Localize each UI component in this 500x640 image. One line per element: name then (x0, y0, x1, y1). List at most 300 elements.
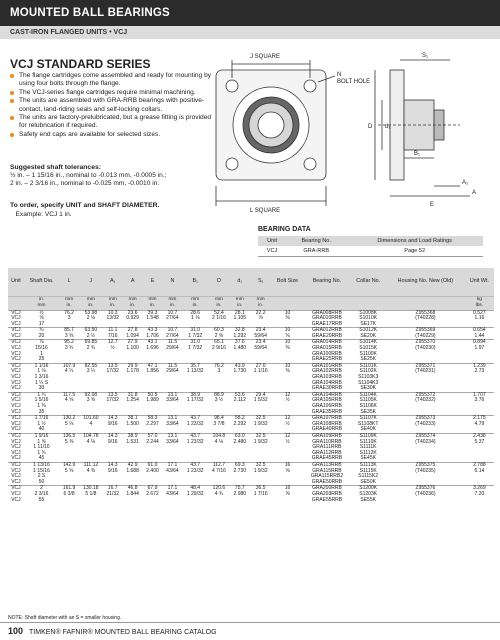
table-cell: 16 (272, 486, 304, 492)
table-cell: VCJ (11, 444, 21, 451)
column-header: S₁ (250, 268, 272, 296)
table-cell: SE40K (360, 426, 376, 433)
table-cell: VCJ (11, 426, 21, 433)
table-cell: GRAE45RRB (311, 455, 343, 462)
table-cell: VCJ (11, 385, 21, 392)
table-cell: 101.60 (79, 416, 103, 422)
table-cell: VCJ (11, 315, 21, 322)
bearing-data-col-unit: Unit (258, 236, 286, 246)
table-cell: 1 ⅝ (37, 438, 46, 445)
table-cell: 111.12 (79, 462, 103, 468)
table-cell: 4 ⅛ (86, 438, 96, 445)
table-cell: 112.7 (208, 462, 230, 468)
unit-header (162, 296, 182, 310)
footer-rule (0, 622, 500, 623)
table-cell: 17.1 (162, 462, 182, 468)
table-cell: 17/32 (106, 397, 119, 404)
table-cell: 27.8 (123, 328, 143, 334)
table-cell: 28.6 (182, 310, 208, 316)
column-header: Bearing No. (304, 268, 351, 296)
table-cell: 25 (38, 356, 45, 363)
table-cell: 2 ¾ (86, 345, 96, 352)
table-cell (123, 498, 143, 504)
table-cell: 88.9 (208, 392, 230, 398)
table-cell: 1 23/32 (186, 438, 204, 445)
table-cell: 1 23/32 (186, 467, 204, 474)
table-cell: 11.5 (162, 363, 182, 369)
bearing-data-heading: BEARING DATA (258, 226, 311, 233)
table-cell (386, 498, 465, 504)
table-cell: 7/16 (107, 332, 118, 339)
table-cell: 1.696 (146, 345, 159, 352)
table-cell: VCJ (11, 420, 21, 427)
table-cell: S1100K (359, 350, 377, 357)
table-cell: 61.0 (143, 462, 163, 468)
table-cell: GRA101RRB (304, 363, 351, 369)
table-cell: 1.688 (126, 467, 139, 474)
table-cell: Z955376 (386, 486, 465, 492)
bearing-data-col-bearing: Bearing No. (286, 236, 346, 246)
unit-mm: mm (235, 297, 244, 303)
table-cell: (T40229) (415, 332, 436, 339)
table-cell: GRA100RRB (312, 350, 342, 357)
table-cell: 104.78 (79, 433, 103, 439)
table-cell: 16 (272, 462, 304, 468)
tolerance-heading: Suggested shaft tolerances: (10, 164, 102, 171)
table-cell: S1010K (359, 315, 378, 322)
table-cell: GRA111RRB (312, 444, 342, 451)
table-cell (182, 498, 208, 504)
table-cell: 3.76 (474, 397, 485, 404)
table-cell: 69.85 (79, 340, 103, 346)
table-cell: 6 3/8 (63, 490, 75, 497)
table-cell: 7.20 (474, 490, 485, 497)
table-cell: 33/64 (166, 420, 179, 427)
table-cell: 63.50 (79, 328, 103, 334)
table-cell: GRA104RRB (312, 379, 342, 386)
table-cell: 53.6 (230, 392, 250, 398)
table-cell: SE25K (360, 356, 376, 363)
table-cell: SE20K (360, 332, 376, 339)
table-cell: 1.548 (146, 315, 159, 322)
table-cell: GRAE40RRB (311, 426, 343, 433)
table-cell: 2 ⅜ (214, 332, 224, 339)
table-cell: 1.239 (465, 363, 494, 369)
label-bolt-hole: BOLT HOLE (337, 79, 371, 85)
table-cell: 57.0 (143, 433, 163, 439)
table-cell: S1102K (359, 368, 377, 375)
table-cell: 1 9/32 (253, 438, 268, 445)
unit-header (230, 296, 250, 310)
table-cell: GRA010RRB (312, 315, 342, 322)
table-cell: 36.5 (250, 486, 272, 492)
table-cell: 76.2 (208, 363, 230, 369)
table-cell: 3.269 (465, 486, 494, 492)
table-cell: 4 ⅛ (214, 438, 224, 445)
table-cell: GRAE25RRB (311, 356, 343, 363)
table-cell: VCJ (8, 363, 24, 369)
table-cell: 2.400 (146, 467, 159, 474)
table-cell: GRA014RRB (304, 340, 351, 346)
unit-in: in. (258, 303, 264, 308)
order-example: Example: VCJ 1 in. (15, 210, 72, 218)
table-cell: 17.1 (162, 486, 182, 492)
unit-in: in. (88, 303, 94, 308)
unit-mm: mm (128, 297, 137, 303)
table-cell: 1 ⅛ (191, 315, 200, 322)
table-cell: 1 1/16 (253, 368, 268, 375)
unit-mm: mm (256, 297, 265, 303)
label-n: N (337, 72, 342, 78)
table-cell: VCJ (11, 438, 21, 445)
table-cell: S1101K (350, 363, 386, 369)
table-cell: 2 3/16 (34, 490, 49, 497)
table-cell: VCJ (11, 350, 21, 357)
table-cell: 60.3 (208, 328, 230, 334)
column-header: Unit Wt. (465, 268, 494, 296)
table-cell: GRAE20RRB (311, 332, 343, 339)
table-cell: 14.3 (103, 462, 123, 468)
label-d: D (368, 124, 373, 130)
table-cell: 31.0 (182, 340, 208, 346)
table-cell: 45 (38, 455, 45, 462)
table-cell: 29/64 (166, 345, 179, 352)
table-cell: S1111K (359, 444, 377, 451)
table-cell: VCJ (11, 403, 21, 409)
table-cell: S1106K (359, 403, 377, 409)
table-cell: 50.5 (143, 392, 163, 398)
table-cell: Z955371 (386, 363, 465, 369)
table-cell: 2.672 (146, 490, 159, 497)
unit-header (250, 296, 272, 310)
table-cell: VCJ (11, 467, 21, 474)
table-cell: (T40228) (415, 315, 436, 322)
table-cell: 6.14 (474, 467, 485, 474)
unit-header (304, 296, 351, 310)
table-cell: S1107K (350, 416, 386, 422)
table-cell: 13.5 (103, 363, 123, 369)
table-cell: Z955368 (386, 310, 465, 316)
table-cell: 13.1 (162, 433, 182, 439)
table-cell: 63.0 (230, 433, 250, 439)
table-cell: 2 ½ (86, 332, 96, 339)
table-cell: (T40234) (415, 438, 436, 445)
table-cell: 43.7 (182, 462, 208, 468)
table-cell: VCJ (11, 490, 21, 497)
table-cell: 47.1 (143, 363, 163, 369)
table-cell: S1115K (359, 467, 377, 474)
table-cell: (T40231) (415, 368, 436, 375)
table-cell: GRA103RRB (312, 374, 342, 381)
table-cell: S1110K (359, 438, 377, 445)
table-cell: 59/64 (254, 332, 267, 339)
table-cell: VCJ (11, 408, 21, 415)
table-cell: VCJ (11, 368, 21, 375)
table-cell: 1 5/32 (253, 397, 268, 404)
table-cell: 1.254 (126, 397, 139, 404)
page-header: MOUNTED BALL BEARINGS (0, 0, 500, 26)
table-cell: 2.788 (465, 462, 494, 468)
table-cell: Z955369 (386, 328, 465, 334)
table-cell: 12.7 (103, 340, 123, 346)
table-cell (103, 498, 123, 504)
table-cell: ⅜ (285, 368, 290, 375)
table-cell: 15/16 (35, 345, 48, 352)
table-cell: 1 (40, 350, 43, 357)
table-cell (465, 498, 494, 504)
table-cell: VCJ (11, 478, 21, 485)
table-cell: VCJ (11, 473, 21, 480)
footnote: NOTE: Shaft diameter with an S = smaller housing. (8, 615, 122, 621)
table-cell: GRA015RRB (312, 345, 342, 352)
table-cell: SE30K (360, 385, 376, 392)
table-cell: VCJ (8, 328, 24, 334)
table-cell: 31.8 (123, 392, 143, 398)
table-cell: 2.292 (233, 420, 247, 427)
table-cell: GRA108RRB (312, 420, 342, 427)
unit-in: in. (38, 297, 45, 303)
table-cell: 37.6 (230, 340, 250, 346)
table-cell: 2 ⅛ (86, 315, 96, 322)
label-e: E (430, 202, 435, 208)
table-cell: 14.3 (103, 416, 123, 422)
table-cell: 5 ⅝ (64, 467, 74, 474)
table-cell: 13.1 (162, 392, 182, 398)
table-cell: ⅝ (285, 467, 290, 474)
table-cell: 3 ⅜ (64, 332, 74, 339)
table-cell: 117.5 (59, 392, 79, 398)
unit-in: in. (149, 303, 156, 308)
table-cell: S1112K (359, 449, 377, 456)
table-cell: 69.3 (230, 462, 250, 468)
table-cell: 1 ¼ S (34, 379, 49, 386)
table-cell: (T40236) (415, 490, 436, 497)
table-cell: 23.4 (250, 328, 272, 334)
unit-kg: kg (476, 297, 482, 303)
unit-in: in. (216, 303, 222, 308)
table-cell: 1 15/16 (33, 467, 50, 474)
table-cell: 1 13/32 (186, 368, 204, 375)
table-cell: 53.98 (79, 310, 103, 316)
table-cell: 39.3 (143, 310, 163, 316)
unit-header (350, 296, 386, 310)
table-cell (272, 498, 304, 504)
label-d1: d₁ (385, 124, 391, 130)
feature-bullet: Safety end caps are available for selected sizes. (10, 131, 215, 139)
table-cell: 98.4 (208, 416, 230, 422)
table-cell: GRA200RRB (304, 486, 351, 492)
table-cell: ⅞ (258, 315, 263, 322)
table-cell: ⅝ (39, 315, 44, 322)
table-cell: 1 7/32 (188, 345, 203, 352)
table-cell: 1 ¾ (37, 449, 46, 456)
table-cell: 1 9/16 (24, 433, 59, 439)
table-cell: GRA115RRB2 (310, 473, 343, 480)
table-cell: 2.297 (146, 420, 159, 427)
table-cell: 1.480 (233, 345, 247, 352)
unit-header (103, 296, 123, 310)
table-cell: S1104K3 (358, 379, 379, 386)
table-cell: 67.9 (143, 486, 163, 492)
table-cell: S1108KT (357, 420, 379, 427)
table-cell: 3 (67, 315, 71, 322)
table-cell: SE35K (360, 408, 376, 415)
table-cell: VCJ (8, 392, 24, 398)
unit-mm: mm (148, 297, 157, 303)
table-cell: 1.707 (465, 392, 494, 398)
table-cell: 9/16 (107, 420, 118, 427)
table-cell: 1 9/32 (253, 420, 268, 427)
table-cell: 1.856 (146, 368, 159, 375)
table-cell: 5 ⅛ (64, 420, 74, 427)
table-cell: 120.6 (208, 486, 230, 492)
column-header: d₁ (230, 268, 250, 296)
table-cell: S1012K (350, 328, 386, 334)
table-cell: 28.1 (230, 310, 250, 316)
table-cell: S1113K (350, 462, 386, 468)
table-cell: 75.7 (230, 486, 250, 492)
table-cell: 10 (272, 310, 304, 316)
table-cell: 4 ¼ (64, 368, 74, 375)
label-j-square: J SQUARE (250, 54, 281, 60)
table-cell: S1103K3 (358, 374, 379, 381)
feature-bullet: The units are assembled with GRA-RRB bearings with positive-contact, land-riding seals and self-locking collars. (10, 97, 215, 114)
bearing-data-table (258, 236, 483, 257)
unit-in: in. (169, 303, 175, 308)
footer-text: TIMKEN® FAFNIR® MOUNTED BALL BEARING CATALOG (29, 629, 217, 636)
table-cell: VCJ (11, 455, 21, 462)
table-cell: 10 (272, 363, 304, 369)
table-cell: 2 1/16 (211, 315, 226, 322)
tolerance-block (10, 164, 225, 189)
table-cell: VCJ (11, 449, 21, 456)
unit-header (465, 296, 494, 310)
feature-bullet: The flange cartridges come assembled and ready for mounting by using four bolts through the flange. (10, 72, 215, 89)
table-cell: 52.4 (208, 310, 230, 316)
table-cell: 142.9 (59, 462, 79, 468)
table-cell: 42.9 (123, 462, 143, 468)
table-cell: 55 (38, 496, 45, 503)
table-cell: 1 7/16 (24, 416, 59, 422)
table-cell: 1.500 (126, 420, 139, 427)
table-cell: 2 9/16 (211, 345, 226, 352)
table-cell: 2.480 (233, 438, 247, 445)
table-cell: 1 5/16 (34, 397, 49, 404)
table-cell: 130.18 (79, 486, 103, 492)
unit-in: in. (192, 303, 198, 308)
table-cell: 43/64 (166, 467, 179, 474)
table-cell (59, 498, 79, 504)
table-cell: 2.438 (465, 433, 494, 439)
table-cell: 23.6 (123, 310, 143, 316)
table-cell: 0.527 (465, 310, 494, 316)
table-cell: 65.1 (208, 340, 230, 346)
table-cell: VCJ (8, 486, 24, 492)
unit-header (8, 296, 24, 310)
table-cell: 1.292 (233, 332, 247, 339)
table-cell: GRAE17RRB (311, 320, 343, 327)
label-a: A (472, 190, 477, 196)
table-cell: 31.0 (182, 328, 208, 334)
table-cell: 2 (24, 486, 59, 492)
table-cell: 2 S (37, 473, 46, 480)
table-cell: 4 (89, 420, 93, 427)
page-number: 100 (8, 626, 24, 636)
unit-header (182, 296, 208, 310)
table-cell: 1 13/16 (24, 462, 59, 468)
table-cell: 0.929 (126, 315, 139, 322)
feature-bullet: The units are factory-prelubricated, but a grease fitting is provided for relubrication if required. (10, 114, 215, 131)
table-cell: S1015K (359, 345, 378, 352)
table-cell: 3 (217, 368, 221, 375)
table-cell: GRA113RRB (304, 462, 351, 468)
unit-header (123, 296, 143, 310)
table-cell: 20 (38, 332, 45, 339)
column-header: Collar No. (350, 268, 386, 296)
table-cell: GRA102RRB (312, 368, 342, 375)
table-cell: 58.3 (143, 416, 163, 422)
column-header: A₁ (103, 268, 123, 296)
table-cell: 17/32 (106, 368, 119, 375)
table-cell: 1 ⅛ (37, 368, 46, 375)
table-cell: 82.55 (79, 363, 103, 369)
unit-lbs: lbs. (475, 303, 484, 308)
unit-header (143, 296, 163, 310)
table-cell: 35 (38, 408, 45, 415)
table-cell: S1014K (350, 340, 386, 346)
table-cell: 1 7/32 (188, 332, 203, 339)
column-header: A (123, 268, 143, 296)
table-cell: 1.531 (126, 438, 139, 445)
table-cell: 5.37 (474, 438, 485, 445)
table-cell: Z955373 (386, 416, 465, 422)
table-cell: 1.44 (474, 332, 485, 339)
table-cell: 161.9 (59, 486, 79, 492)
table-cell: 1 1/16 (24, 363, 59, 369)
table-cell: 4 ⅜ (86, 467, 96, 474)
table-cell: 58.2 (230, 416, 250, 422)
table-cell: 46.8 (123, 486, 143, 492)
table-cell: 1.105 (233, 315, 247, 322)
feature-bullet: The VCJ-series flange cartridges require minimal machining. (10, 89, 215, 97)
flange-unit-diagram (210, 46, 500, 224)
table-cell: 3 ¾ (64, 345, 74, 352)
column-header: E (143, 268, 163, 296)
table-cell: GRAE55RRB (311, 496, 343, 503)
table-cell: 2.244 (146, 438, 159, 445)
table-cell (79, 498, 103, 504)
table-cell: 2.730 (233, 467, 247, 474)
table-cell: 27.0 (250, 363, 272, 369)
table-cell: (T40235) (415, 467, 436, 474)
table-cell: 1 9/32 (253, 467, 268, 474)
table-cell: 1 ¼ (24, 392, 59, 398)
unit-mm: mm (108, 297, 117, 303)
table-row (8, 498, 494, 504)
table-cell: 9/16 (107, 438, 118, 445)
table-cell: GRA109RRB (304, 433, 351, 439)
table-cell: 0.654 (465, 328, 494, 334)
table-cell: GRA105RRB (312, 397, 342, 404)
table-cell: S1008K (350, 310, 386, 316)
table-cell: VCJ (11, 496, 21, 503)
table-cell: 1.706 (146, 332, 159, 339)
unit-header (24, 296, 59, 310)
table-cell: 4 ¾ (214, 490, 224, 497)
table-cell: VCJ (8, 340, 24, 346)
unit-header (208, 296, 230, 310)
table-cell (208, 498, 230, 504)
